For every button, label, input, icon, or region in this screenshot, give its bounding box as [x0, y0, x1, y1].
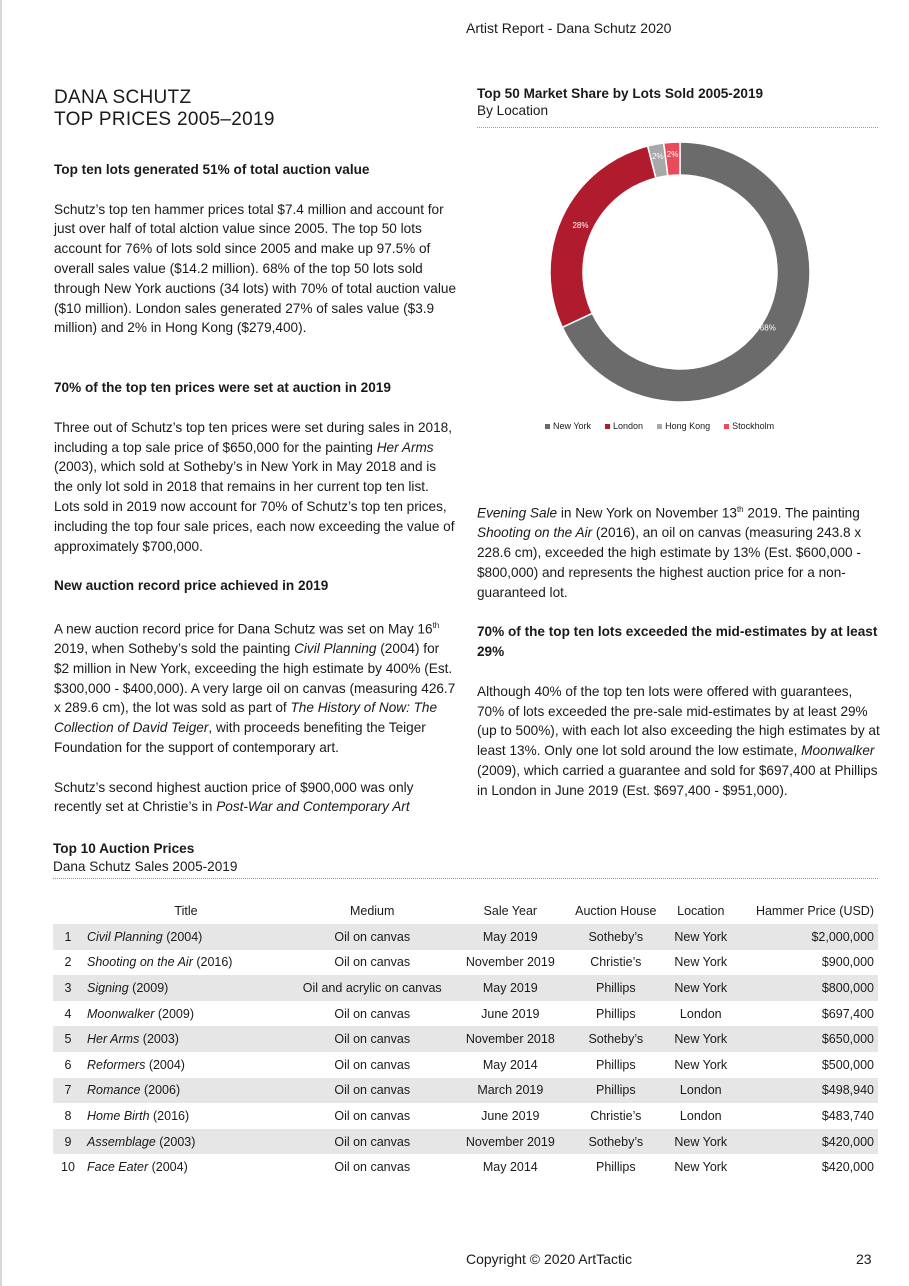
cell-medium: Oil on canvas — [289, 1129, 455, 1155]
paragraph: Schutz’s second highest auction price of $900,000 was only recently set at Christie’s in Post-War and Contemporary Art — [54, 779, 414, 815]
legend-item — [724, 421, 774, 431]
donut-slice-london — [550, 146, 656, 327]
cell-auction-house: Phillips — [565, 1078, 666, 1104]
chart-legend — [545, 421, 774, 431]
cell-location: London — [679, 1108, 722, 1123]
cell-number: 9 — [53, 1129, 83, 1155]
artwork-year: (2004) — [162, 929, 203, 944]
artwork-year: (2006) — [140, 1083, 181, 1098]
cell-hammer-price: $500,000 — [821, 1057, 874, 1072]
cell-hammer-price: $420,000 — [735, 1129, 878, 1155]
cell-sale-year: May 2014 — [482, 1160, 538, 1175]
cell-auction-house: Phillips — [595, 1160, 636, 1175]
cell-title — [83, 975, 289, 1001]
cell-number: 6 — [64, 1057, 72, 1072]
cell-number: 1 — [53, 924, 83, 950]
cell-auction-house: Phillips — [595, 1057, 636, 1072]
page-number: 23 — [856, 1251, 872, 1267]
paragraph: Evening Sale in New York on November 13th 2019. The painting Shooting on the Air (2016), an oil on canvas (measuring 243.8 x 228.6 cm), exceeded the high estimate by 13% (Est. $600,000 - $800,000) and represents the highest auction price for a non-guaranteed lot. — [477, 505, 862, 600]
legend-label: New York — [553, 421, 592, 431]
table-row — [53, 924, 878, 950]
cell-auction-house: Phillips — [595, 1006, 636, 1021]
donut-chart — [540, 138, 820, 408]
cell-title — [83, 1078, 289, 1104]
artwork-year: (2009) — [128, 980, 169, 995]
section-heading: New auction record price achieved in 2019 — [54, 578, 329, 594]
cell-hammer-price: $800,000 — [735, 975, 878, 1001]
header-num — [53, 898, 83, 924]
table-title: Top 10 Auction Prices — [53, 841, 195, 856]
cell-sale-year: November 2019 — [465, 955, 555, 970]
legend-label: Hong Kong — [665, 421, 711, 431]
table-subtitle: Dana Schutz Sales 2005-2019 — [53, 859, 238, 874]
cell-hammer-price: $697,400 — [821, 1006, 874, 1021]
header-hammer-price: Hammer Price (USD) — [755, 904, 874, 918]
cell-sale-year: November 2018 — [455, 1026, 565, 1052]
cell-location: London — [666, 1078, 735, 1104]
legend-swatch — [657, 424, 662, 429]
cell-number: 8 — [64, 1108, 72, 1123]
artwork-title: Romance — [87, 1083, 141, 1098]
cell-location: New York — [674, 1057, 728, 1072]
cell-sale-year: June 2019 — [481, 1006, 540, 1021]
cell-title — [83, 950, 289, 976]
legend-swatch — [605, 424, 610, 429]
table-row — [53, 1052, 878, 1078]
legend-item — [605, 421, 643, 431]
section-heading: 70% of the top ten prices were set at auction in 2019 — [54, 380, 391, 396]
left-column — [54, 160, 458, 817]
cell-number: 5 — [53, 1026, 83, 1052]
table-row — [53, 1129, 878, 1155]
legend-swatch — [545, 424, 550, 429]
artwork-title: Signing — [87, 980, 129, 995]
cell-title — [83, 1103, 289, 1129]
artwork-title: Face Eater — [87, 1160, 149, 1175]
table-header-row — [53, 898, 878, 924]
artwork-year: (2003) — [155, 1134, 196, 1149]
cell-number: 3 — [53, 975, 83, 1001]
cell-auction-house: Sotheby’s — [565, 1129, 666, 1155]
paragraph: Schutz’s top ten hammer prices total $7.4 million and account for just over half of total alction value since 2005. The top 50 lots account for 76% of lots sold since 2005 and make up 97.5% of overall sales value ($14.2 million). 68% of the top 50 lots sold through New York auctions (34 lots) with 70% of total auction value ($10 million). London sales generated 27% of sales value ($3.9 million) and 2% in Hong Kong ($279,400). — [54, 201, 457, 336]
cell-sale-year: May 2019 — [455, 975, 565, 1001]
cell-medium: Oil on canvas — [289, 1078, 455, 1104]
header-sale-year: Sale Year — [483, 904, 538, 918]
artwork-year: (2004) — [148, 1160, 188, 1175]
cell-number: 7 — [53, 1078, 83, 1104]
artwork-title: Shooting on the Air — [87, 955, 193, 970]
cell-medium: Oil and acrylic on canvas — [289, 975, 455, 1001]
table-row — [53, 1026, 878, 1052]
section-heading: Top ten lots generated 51% of total auction value — [54, 162, 370, 177]
cell-auction-house: Sotheby’s — [565, 924, 666, 950]
paragraph: A new auction record price for Dana Schutz was set on May 16th 2019, when Sotheby’s sold the painting Civil Planning (2004) for $2 million in New York, exceeding the high estimate by 400% (Est. $300,000 - $400,000). A very large oil on canvas (measuring 426.7 x 289.6 cm), the lot was sold as part of The History of Now: The Collection of David Teiger, with proceeds benefiting the Teiger Foundation for the support of contemporary art. — [54, 620, 456, 756]
cell-medium: Oil on canvas — [334, 955, 411, 970]
artwork-year: (2004) — [145, 1057, 185, 1072]
legend-item — [545, 421, 591, 431]
cell-sale-year: May 2019 — [455, 924, 565, 950]
artwork-title: Home Birth — [87, 1108, 150, 1123]
cell-sale-year: March 2019 — [455, 1078, 565, 1104]
cell-number: 4 — [64, 1006, 72, 1021]
page-title — [54, 87, 275, 131]
cell-title — [83, 1154, 289, 1180]
cell-number: 2 — [64, 955, 72, 970]
artwork-year: (2009) — [154, 1006, 194, 1021]
cell-auction-house: Christie’s — [590, 955, 642, 970]
table-row — [53, 1103, 878, 1129]
table-row — [53, 1078, 878, 1104]
artwork-title: Assemblage — [87, 1134, 156, 1149]
artwork-title: Civil Planning — [87, 929, 163, 944]
chart-divider — [477, 127, 878, 128]
page-title-line-2: TOP PRICES 2005–2019 — [54, 109, 275, 130]
artwork-year: (2003) — [139, 1032, 179, 1047]
legend-item — [657, 421, 710, 431]
cell-location: New York — [666, 924, 735, 950]
cell-auction-house: Sotheby’s — [565, 1026, 666, 1052]
chart-subtitle: By Location — [477, 103, 549, 118]
cell-location: New York — [666, 975, 735, 1001]
cell-location: London — [679, 1006, 722, 1021]
cell-sale-year: May 2014 — [482, 1057, 538, 1072]
cell-location: New York — [674, 955, 728, 970]
legend-swatch — [724, 424, 729, 429]
page-edge — [0, 0, 2, 1286]
right-column — [477, 500, 881, 800]
page-title-line-1: DANA SCHUTZ — [54, 87, 192, 108]
table-divider — [53, 878, 878, 879]
cell-auction-house: Phillips — [565, 975, 666, 1001]
header-medium: Medium — [349, 904, 395, 918]
cell-number: 10 — [61, 1160, 75, 1175]
cell-medium: Oil on canvas — [334, 1057, 411, 1072]
cell-medium: Oil on canvas — [334, 1160, 411, 1175]
slice-label: 2% — [652, 152, 664, 162]
header-location: Location — [677, 904, 725, 918]
cell-title — [83, 1129, 289, 1155]
artwork-year: (2016) — [192, 955, 233, 970]
slice-label: 28% — [572, 221, 589, 231]
cell-title — [83, 924, 289, 950]
table-row — [53, 975, 878, 1001]
cell-sale-year: November 2019 — [455, 1129, 565, 1155]
slice-label: 68% — [759, 323, 776, 333]
cell-medium: Oil on canvas — [334, 1006, 411, 1021]
chart-title: Top 50 Market Share by Lots Sold 2005-2019 — [477, 86, 764, 101]
cell-hammer-price: $483,740 — [821, 1108, 874, 1123]
cell-hammer-price: $498,940 — [735, 1078, 878, 1104]
artwork-title: Reformers — [87, 1057, 146, 1072]
header-title: Title — [174, 904, 198, 918]
table-row — [53, 950, 878, 976]
cell-auction-house: Christie’s — [590, 1108, 642, 1123]
cell-location: New York — [666, 1129, 735, 1155]
table-row — [53, 1154, 878, 1180]
legend-label: Stockholm — [732, 421, 775, 431]
cell-title — [83, 1052, 289, 1078]
top-prices-table — [53, 898, 878, 1180]
cell-title — [83, 1001, 289, 1027]
artwork-year: (2016) — [149, 1108, 190, 1123]
slice-label: 2% — [666, 150, 679, 160]
cell-hammer-price: $650,000 — [735, 1026, 878, 1052]
cell-hammer-price: $2,000,000 — [735, 924, 878, 950]
paragraph: Three out of Schutz’s top ten prices were set during sales in 2018, including a top sale price of $650,000 for the painting Her Arms (2003), which sold at Sotheby’s in New York in May 2018 and is the only lot sold in 2018 that remains in her current top ten list. Lots sold in 2019 now account for 70% of Schutz’s top ten prices, including the top four sale prices, each now exceeding the value of approximately $700,000. — [54, 419, 455, 554]
artwork-title: Moonwalker — [87, 1006, 155, 1021]
header-auction-house: Auction House — [575, 904, 657, 918]
cell-title — [83, 1026, 289, 1052]
cell-medium: Oil on canvas — [289, 924, 455, 950]
paragraph: Although 40% of the top ten lots were offered with guarantees, 70% of lots exceeded the pre-sale mid-estimates by at least 29% (up to 500%), with each lot also exceeding the high estimates by at least 13%. Only one lot sold around the low estimate, Moonwalker (2009), which carried a guarantee and sold for $697,400 at Phillips in London in June 2019 (Est. $697,400 - $951,000). — [477, 683, 880, 798]
legend-label: London — [613, 421, 644, 431]
cell-medium: Oil on canvas — [334, 1108, 411, 1123]
section-heading: 70% of the top ten lots exceeded the mid-estimates by at least 29% — [477, 624, 878, 660]
cell-location: New York — [666, 1026, 735, 1052]
cell-hammer-price: $420,000 — [821, 1160, 874, 1175]
cell-location: New York — [674, 1160, 728, 1175]
artwork-title: Her Arms — [87, 1032, 140, 1047]
report-header: Artist Report - Dana Schutz 2020 — [466, 20, 672, 36]
footer-copyright: Copyright © 2020 ArtTactic — [466, 1251, 632, 1267]
table-row — [53, 1001, 878, 1027]
cell-sale-year: June 2019 — [481, 1108, 540, 1123]
cell-hammer-price: $900,000 — [821, 955, 874, 970]
cell-medium: Oil on canvas — [289, 1026, 455, 1052]
